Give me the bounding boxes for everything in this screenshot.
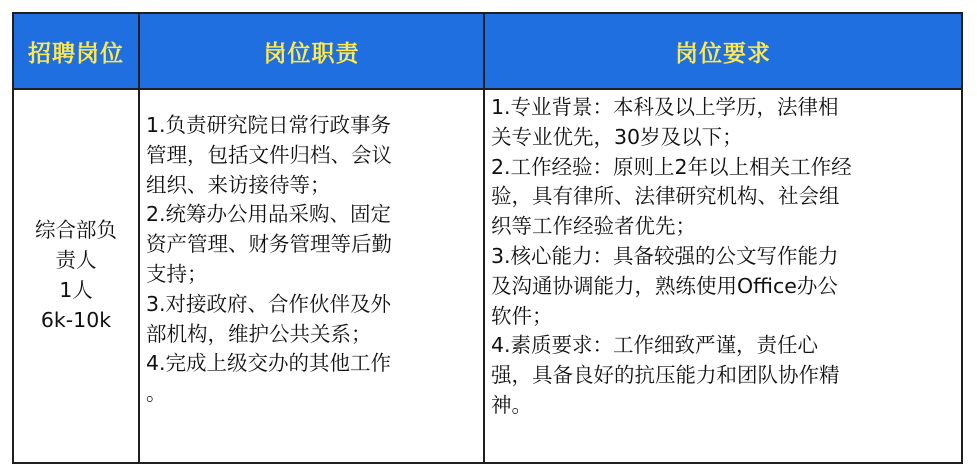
header-position: 招聘岗位 xyxy=(14,14,140,88)
requirements-line: 3.核心能力：具备较强的公文写作能力 xyxy=(491,243,839,268)
duties-line: 。 xyxy=(146,381,167,406)
requirements-line: 1.专业背景：本科及以上学历，法律相 xyxy=(491,95,839,119)
duties-line: 管理，包括文件归档、会议 xyxy=(146,142,392,167)
requirements-line: 强，具备良好的抗压能力和团队协作精 xyxy=(491,363,840,388)
duties-line: 组织、来访接待等； xyxy=(146,172,331,197)
duties-line: 资产管理、财务管理等后勤 xyxy=(146,232,392,257)
header-requirements: 岗位要求 xyxy=(485,14,961,88)
requirements-line: 及沟通协调能力，熟练使用Office办公 xyxy=(491,273,838,298)
requirements-line: 织等工作经验者优先； xyxy=(491,214,696,239)
position-cell xyxy=(14,90,140,462)
duties-line: 2.统筹办公用品采购、固定 xyxy=(146,202,392,227)
requirements-cell xyxy=(485,90,961,462)
position-line: 1人 xyxy=(59,278,93,302)
requirements-line: 神。 xyxy=(491,392,532,417)
position-line: 责人 xyxy=(55,248,97,273)
requirements-line: 关专业优先，30岁及以下； xyxy=(491,124,743,149)
requirements-line: 验，具有律所、法律研究机构、社会组 xyxy=(491,184,840,209)
duties-cell xyxy=(140,90,485,462)
requirements-line: 软件； xyxy=(491,303,553,328)
requirements-line: 4.素质要求：工作细致严谨，责任心 xyxy=(491,333,819,358)
duties-line: 部机构，维护公共关系； xyxy=(146,321,372,346)
duties-line: 1.负责研究院日常行政事务 xyxy=(146,113,392,137)
duties-line: 4.完成上级交办的其他工作 xyxy=(146,351,392,376)
duties-line: 支持； xyxy=(146,261,208,286)
position-line: 综合部负 xyxy=(35,218,117,243)
position-line: 6k-10k xyxy=(40,307,112,332)
recruitment-table xyxy=(12,12,963,464)
requirements-line: 2.工作经验：原则上2年以上相关工作经 xyxy=(491,154,852,179)
duties-line: 3.对接政府、合作伙伴及外 xyxy=(146,291,392,316)
header-duties: 岗位职责 xyxy=(140,14,485,88)
